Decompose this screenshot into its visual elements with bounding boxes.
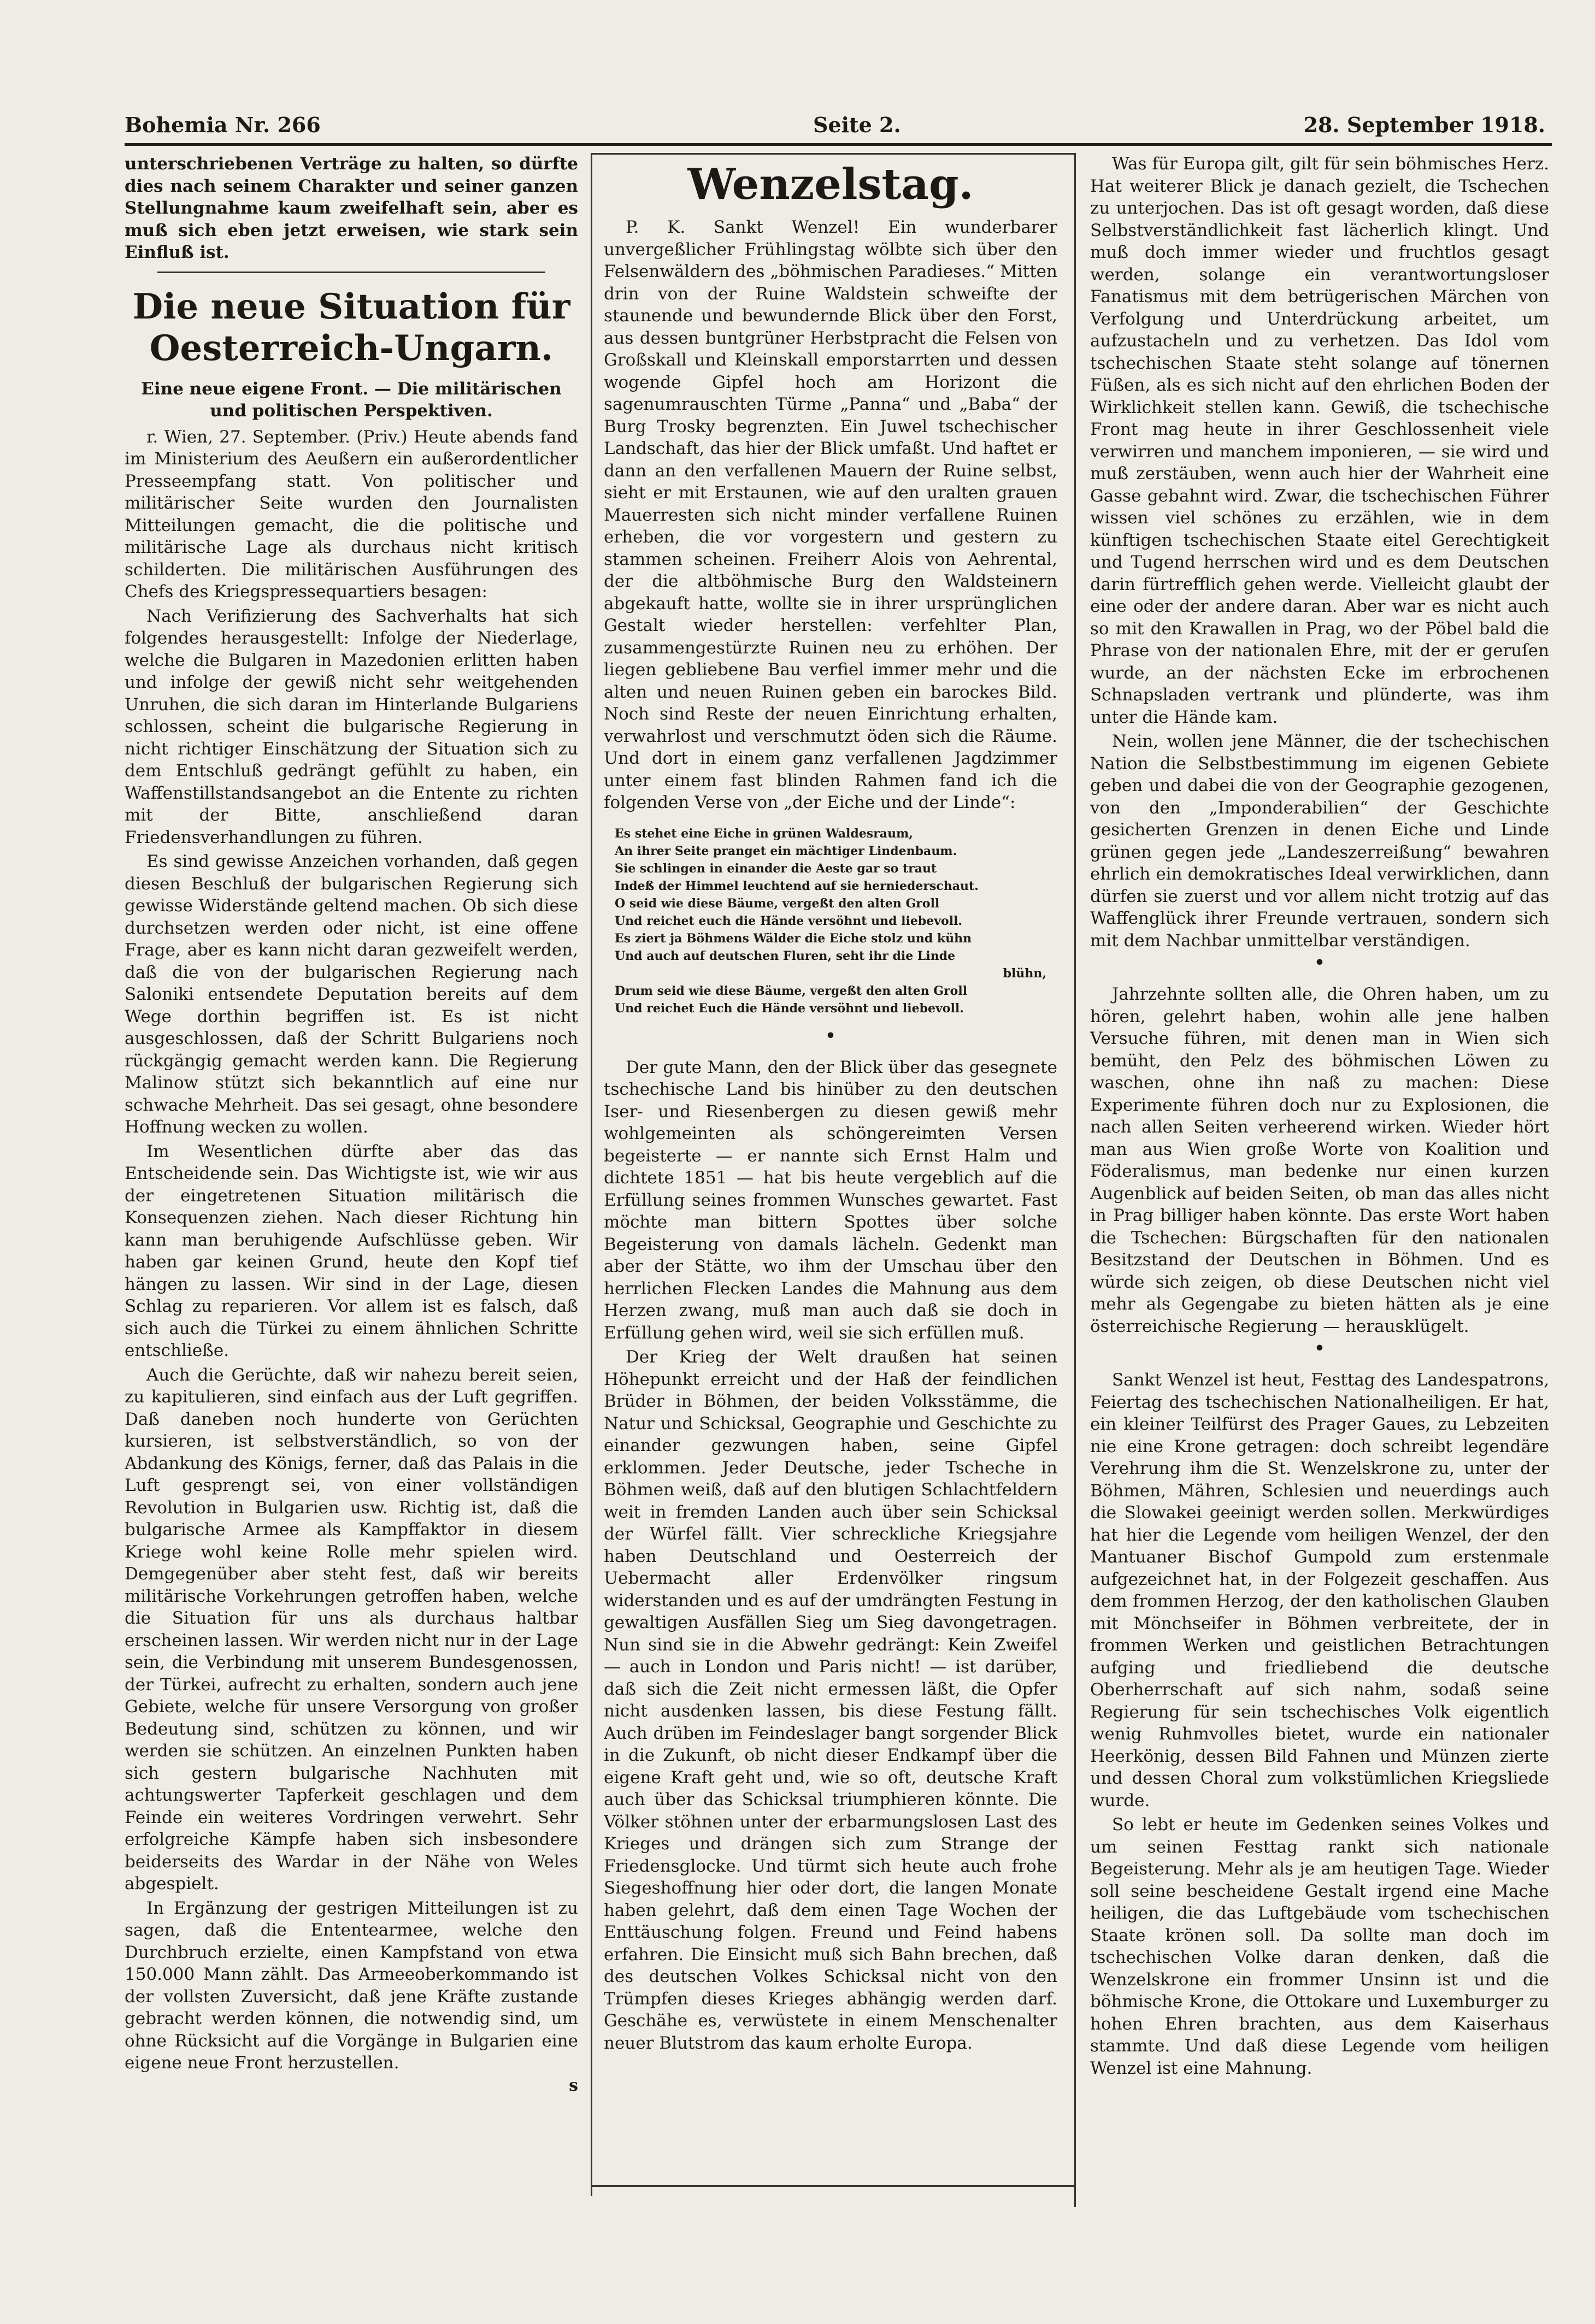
article-paragraph: r. Wien, 27. September. (Priv.) Heute abends fand im Ministerium des Aeußern ein außerordentlicher Presseempfang statt. Von politischer und militärischer Seite wurden den Journalisten Mitteilungen gemacht, die die politische und militärische Lage als durchaus nicht kritisch schilderten. Die militärischen Ausführungen des Chefs des Kriegspressequartiers besagen: xyxy=(125,427,578,601)
feuilleton-paragraph: So lebt er heute im Gedenken seines Volkes und um seinen Festtag rankt sich nationale Begeisterung. Mehr als je am heutigen Tage. Wieder soll seine bescheidene Gestalt irgend eine Mache heiligen, die das Luftgebäude vom tschechischen Staate krönen soll. Da sollte man doch im tschechischen Volke daran denken, daß die Wenzelskrone ein frommer Unsinn ist und die böhmische Krone, die Ottokare und Luxemburger zu hohen Ehren brachten, aus dem Kaiserhaus stammte. Und daß diese Legende vom heiligen Wenzel ist eine Mahnung. xyxy=(1090,1815,1549,2078)
column-divider-right xyxy=(1074,153,1076,2207)
poem-line: Drum seid wie diese Bäume, vergeßt den alten Groll xyxy=(615,983,968,998)
poem-line: Und reichet Euch die Hände versöhnt und liebevoll. xyxy=(615,1001,964,1016)
feuilleton-paragraph: Jahrzehnte sollten alle, die Ohren haben, um zu hören, gelehrt haben, wohin alle jene halben Versuche führen, mit denen man in Wien sich bemüht, den Pelz des böhmischen Löwen zu waschen, ohne ihn naß zu machen: Diese Experimente führen doch nur zu Explosionen, die nach allen Seiten verheerend wirken. Wieder hört man aus Wien große Worte von Koalition und Föderalismus, man bedenke nur einen kurzen Augenblick auf beiden Seiten, ob man das alles nicht in Prag billiger haben könnte. Das erste Wort haben die Tschechen: Bürgschaften für den nationalen Besitzstand der Deutschen in Böhmen. Und es würde sich zeigen, ob diese Deutschen nicht viel mehr als Gegengabe zu bieten hätten als je eine österreichische Regierung — herausklügelt. xyxy=(1090,984,1549,1336)
section-dot: • xyxy=(825,1026,836,1046)
feuilleton-paragraph: Der gute Mann, den der Blick über das gesegnete tschechische Land bis hinüber zu den deutschen Iser- und Riesenbergen zu diesen gewiß mehr wohlgemeinten als schöngereimten Versen begeisterte — er nannte sich Ernst Halm und dichtete 1851 — hat bis heute vergeblich auf die Erfüllung seines frommen Wunsches gewartet. Fast möchte man bittern Spottes über solche Begeisterung von damals lächeln. Gedenkt man aber der Stätte, wo ihm der Umschau über den herrlichen Flecken Landes die Mahnung aus dem Herzen zwang, muß man auch daß sie doch in Erfüllung gehen wird, weil sie sich erfüllen muß. xyxy=(604,1057,1057,1343)
feuilleton-paragraph: P. K. Sankt Wenzel! Ein wunderbarer unvergeßlicher Frühlingstag wölbte sich über den Felsenwäldern des „böhmischen Paradieses.“ Mitten drin von der Ruine Waldstein schweifte der staunende und bewundernde Blick über den Forst, aus dessen buntgrüner Herbstpracht die Felsen von Großskall und Kleinskall emporstarrten und dessen wogende Gipfel hoch am Horizont die sagenumrauschten Türme „Panna“ und „Baba“ der Burg Trosky begrenzten. Ein Juwel tschechischer Landschaft, das hier der Blick umfaßt. Und haftet er dann an den verfallenen Mauern der Ruine selbst, sieht er mit Erstaunen, wie auf den uralten grauen Mauerresten sich nicht minder verfallene Ruinen erheben, die vor vorgestern und gestern zu stammen scheinen. Freiherr Alois von Aehrental, der die altböhmische Burg den Waldsteinern abgekauft hatte, wollte sie in ihrer ursprünglichen Gestalt wieder herstellen: verfehlter Plan, zusammengestürzte Ruinen neu zu erhöhen. Der liegen gebliebene Bau verfiel immer mehr und die alten und neuen Ruinen geben ein barockes Bild. Noch sind Reste der neuen Einrichtung erhalten, verwahrlost und verschmutzt öden sich die Räume. Und dort in einem ganz verfallenen Jagdzimmer unter einem fast blinden Rahmen fand ich die folgenden Verse von „der Eiche und der Linde“: xyxy=(604,217,1057,812)
poem-line: Und auch auf deutschen Fluren, seht ihr die Linde xyxy=(615,948,956,963)
poem-line: Es stehet eine Eiche in grünen Waldesraum, xyxy=(615,826,913,841)
article-paragraph: Nach Verifizierung des Sachverhalts hat sich folgendes herausgestellt: Infolge der Niederlage, welche die Bulgaren in Mazedonien erlitten haben und infolge der gewiß nicht sehr weitgehenden Unruhen, die sich daran im Hinterlande Bulgariens schlossen, scheint die bulgarische Regierung in nicht richtiger Einschätzung der Situation sich zu dem Entschluß gedrängt gefühlt zu haben, ein Waffenstillstandsangebot an die Entente zu richten mit der Bitte, anschließend daran Friedensverhandlungen zu führen. xyxy=(125,606,578,847)
poem-line: blühn, xyxy=(1003,966,1046,981)
column-divider-left xyxy=(591,153,592,2196)
article-end-mark: s xyxy=(569,2075,578,2095)
article-subtitle: Eine neue eigene Front. — Die militärischen und politischen Perspektiven. xyxy=(141,379,562,421)
article-paragraph: In Ergänzung der gestrigen Mitteilungen ist zu sagen, daß die Ententearmee, welche den Durchbruch erzielte, einen Kampfstand von etwa 150.000 Mann zählt. Das Armeeoberkommando ist der vollsten Zuversicht, daß jene Kräfte zustande gebracht werden können, die notwendig sind, um ohne Rücksicht auf die Vorgänge in Bulgarien eine eigene neue Front herzustellen. xyxy=(125,1898,578,2073)
feuilleton-paragraph: Nein, wollen jene Männer, die der tschechischen Nation die Selbstbestimmung im eigenen Gebiete geben und dabei die von der Geographie gezogenen, von den „Imponderabilien“ der Geschichte gesicherten Grenzen in denen Eiche und Linde grünen gegen jede „Landeszerreißung“ bewahren ehrlich ein demokratisches Ideal verwirklichen, dann dürfen sie zuerst und vor allem nicht trotzig auf das Waffenglück ihrer Freunde vertrauen, sondern sich mit dem Nachbar unmittelbar verständigen. xyxy=(1090,732,1549,951)
article-paragraph: Es sind gewisse Anzeichen vorhanden, daß gegen diesen Beschluß der bulgarischen Regierung sich gewisse Widerstände geltend machen. Ob sich diese durchsetzen werden oder nicht, ist eine offene Frage, aber es kann nicht daran gezweifelt werden, daß die von der bulgarischen Regierung nach Saloniki entsendete Deputation bereits auf dem Wege dorthin begriffen ist. Es ist nicht ausgeschlossen, daß der Schritt Bulgariens noch rückgängig gemacht werden kann. Die Regierung Malinow stützt sich bekanntlich auf eine nur schwache Mehrheit. Das sei gesagt, ohne besondere Hoffnung wecken zu wollen. xyxy=(125,852,578,1137)
article-continuation: unterschriebenen Verträge zu halten, so dürfte dies nach seinem Charakter und seiner ganzen Stellungnahme kaum zweifelhaft sein, aber es muß sich eben jetzt erweisen, wie stark sein Einfluß ist. xyxy=(125,154,578,262)
poem-line: Es ziert ja Böhmens Wälder die Eiche stolz und kühn xyxy=(615,931,972,946)
header-date: 28. September 1918. xyxy=(1303,113,1545,137)
feuilleton-paragraph: Was für Europa gilt, gilt für sein böhmisches Herz. Hat weiterer Blick je danach gezielt, die Tschechen zu unterjochen. Das ist oft gesagt worden, daß diese Selbstverständlichkeit fast lächerlich klingt. Und muß doch immer wieder und fruchtlos gesagt werden, solange ein verantwortungsloser Fanatismus mit dem betrügerischen Märchen von Verfolgung und Unterdrückung arbeitet, um aufzustacheln und zu verhetzen. Das Idol vom tschechischen Staate steht solange auf tönernen Füßen, als es sich nicht auf den ehrlichen Boden der Wirklichkeit stellen kann. Gewiß, die tschechische Front mag heute in ihrer Geschlossenheit viele verwirren und manchem imponieren, — sie wird und muß zerstäuben, wenn auch hier der Wahrheit eine Gasse gebahnt wird. Zwar, die tschechischen Führer wissen viel schönes zu erzählen, wie in dem künftigen tschechischen Staate eitel Gerechtigkeit und Tugend herrschen wird und es dem Deutschen darin fürtrefflich gehen werde. Vielleicht glaubt der eine oder der andere daran. Aber war es nicht auch so mit den Krawallen in Prag, wo der Pöbel bald die Phrase von der nationalen Ehre, mit der er geruſen wurde, an der nächsten Ecke im erbrochenen Schnapsladen vertrank und plünderte, was ihm unter die Hände kam. xyxy=(1090,154,1549,727)
feuilleton-title: Wenzelstag. xyxy=(687,160,974,209)
feuilleton-paragraph: Sankt Wenzel ist heut, Festtag des Landespatrons, Feiertag des tschechischen Nationalheiligen. Er hat, ein kleiner Teilfürst des Prager Gaues, zu Lebzeiten nie eine Krone getragen: doch schreibt legendäre Verehrung ihm die St. Wenzelskrone zu, unter der Böhmen, Mähren, Schlesien und neuerdings auch die Slowakei geeinigt werden sollen. Merkwürdiges hat hier die Legende vom heiligen Wenzel, der den Mantuaner Bischof Gumpold zum erstenmale aufgezeichnet hat, in der Folgezeit geschaffen. Aus dem frommen Herzog, der den katholischen Glauben mit Mönchseifer in Böhmen verbreitete, der in frommen Werken und geistlichen Betrachtungen aufging und friedliebend die deutsche Oberherrschaft auf sich nahm, sodaß seine Regierung für sein tschechisches Volk eigentlich wenig Ruhmvolles bietet, wurde ein nationaler Heerkönig, dessen Bild Fahnen und Münzen zierte und dessen Choral zum volkstümlichen Kriegsliede wurde. xyxy=(1090,1370,1549,1810)
separator-rule xyxy=(157,272,545,273)
feuilleton-paragraph: Der Krieg der Welt draußen hat seinen Höhepunkt erreicht und der Haß der feindlichen Brüder in Böhmen, der beiden Volksstämme, die Natur und Schicksal, Geographie und Geschichte zu einander gezwungen haben, seine Gipfel erklommen. Jeder Deutsche, jeder Tscheche in Böhmen weiß, daß auf den blutigen Schlachtfeldern weit in fremden Landen auch über sein Schicksal der Würfel fällt. Vier schreckliche Kriegsjahre haben Deutschland und Oesterreich der Uebermacht aller Erdenvölker ringsum widerstanden und es auf der umdrängten Festung in gewaltigen Ausfällen Sieg um Sieg davongetragen. Nun sind sie in die Abwehr gedrängt: Kein Zweifel — auch in London und Paris nicht! — ist darüber, daß sich die Zeit nicht ermessen läßt, die Opfer nicht ausdenken lassen, bis diese Festung fällt. Auch drüben im Feindeslager bangt sorgender Blick in die Zukunft, ob nicht dieser Endkampf über die eigene Kraft geht und, wie so oft, deutsche Kraft auch über das Schicksal triumphieren könnte. Die Völker stöhnen unter der erbarmungslosen Last des Krieges und drängen sich zum Strange der Friedensglocke. Und türmt sich heute auch frohe Siegeshoffnung hier oder dort, die langen Monate haben gelehrt, daß dem einen Tage Wochen der Enttäuschung folgen. Freund und Feind habens erfahren. Die Einsicht muß sich Bahn brechen, daß des deutschen Volkes Schicksal nicht von den Trümpfen dieses Krieges abhängig werden darf. Geschähe es, verwüstete in einem Menschenalter neuer Blutstrom das kaum erholte Europa. xyxy=(604,1347,1057,2053)
section-dot: • xyxy=(1314,953,1325,972)
column-left xyxy=(125,153,578,2215)
header-rule xyxy=(125,143,1552,146)
article-paragraph: Auch die Gerüchte, daß wir nahezu bereit seien, zu kapitulieren, sind einfach aus der Luft gegriffen. Daß daneben noch hunderte von Gerüchten kursieren, ist selbstverständlich, so von der Abdankung des Königs, ferner, daß das Palais in die Luft gesprengt sei, von einer vollständigen Revolution in Bulgarien usw. Richtig ist, daß die bulgarische Armee als Kampffaktor in diesem Kriege wohl keine Rolle mehr spielen wird. Demgegenüber aber steht fest, daß wir bereits militärische Vorkehrungen getroffen haben, welche die Situation für uns als durchaus haltbar erscheinen lassen. Wir werden nicht nur in der Lage sein, die Verbindung mit unserem Bundesgenossen, der Türkei, aufrecht zu erhalten, sondern auch jene Gebiete, welche für unsere Versorgung von großer Bedeutung sind, schützen zu können, und wir werden sie schützen. An einzelnen Punkten haben sich gestern bulgarische Nachhuten mit achtungswerter Tapferkeit geschlagen und dem Feinde ein weiteres Vordringen verwehrt. Sehr erfolgreiche Kämpfe haben sich insbesondere beiderseits des Wardar in der Nähe von Weles abgespielt. xyxy=(125,1365,578,1894)
header-page-number: Seite 2. xyxy=(813,113,901,137)
page-header xyxy=(125,109,1545,142)
poem-line: Indeß der Himmel leuchtend auf sie herniederschaut. xyxy=(615,878,979,893)
article-paragraph: Im Wesentlichen dürfte aber das das Entscheidende sein. Das Wichtigste ist, wie wir aus der eingetretenen Situation militärisch die Konsequenzen ziehen. Nach dieser Richtung hin kann man beruhigende Aufschlüsse geben. Wir haben gar keinen Grund, heute den Kopf tief hängen zu lassen. Wir sind in der Lage, diesen Schlag zu reparieren. Vor allem ist es falsch, daß sich auch die Türkei zu einem ähnlichen Schritte entschließe. xyxy=(125,1141,578,1360)
poem-line: Sie schlingen in einander die Aeste gar so traut xyxy=(615,861,937,876)
poem-line: O seid wie diese Bäume, vergeßt den alten Groll xyxy=(615,896,940,911)
poem-line: An ihrer Seite pranget ein mächtiger Lindenbaum. xyxy=(615,844,957,858)
poem xyxy=(615,825,1057,1017)
column-middle xyxy=(604,153,1057,2215)
article-title: Die neue Situation für Oesterreich-Ungarn. xyxy=(132,286,570,369)
poem-line: Und reichet euch die Hände versöhnt und liebevoll. xyxy=(615,913,963,928)
section-dot: • xyxy=(1314,1339,1325,1358)
header-issue: Bohemia Nr. 266 xyxy=(125,113,321,137)
column-right xyxy=(1090,153,1549,2215)
